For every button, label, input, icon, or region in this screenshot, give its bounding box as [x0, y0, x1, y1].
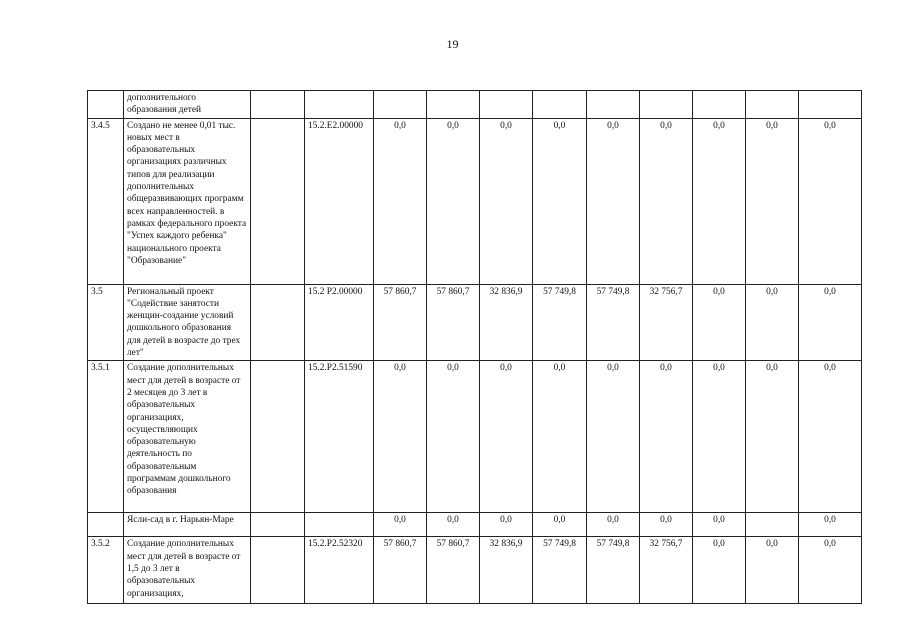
row-name: Региональный проект "Содействие занятости женщин-создание условий дошкольного образования для детей в возрасте до трех лет" [124, 284, 251, 361]
row-value-6: 0,0 [640, 361, 693, 513]
row-blank [251, 91, 305, 119]
row-value-8 [746, 513, 799, 537]
row-value-7: 0,0 [693, 361, 746, 513]
row-value-2: 0,0 [427, 513, 480, 537]
row-code [305, 91, 374, 119]
row-name: Ясли-сад в г. Нарьян-Маре [124, 513, 251, 537]
row-value-9: 0,0 [799, 118, 862, 284]
row-value-8: 0,0 [746, 284, 799, 361]
row-blank [251, 537, 305, 604]
row-value-5: 57 749,8 [587, 537, 640, 604]
table-row [88, 361, 862, 513]
page-number: 19 [446, 37, 459, 51]
row-code: 15.2.P2.51590 [305, 361, 374, 513]
row-code: 15.2.P2.52320 [305, 537, 374, 604]
row-value-7: 0,0 [693, 537, 746, 604]
table-row [88, 118, 862, 284]
row-value-5: 0,0 [587, 118, 640, 284]
row-value-1: 0,0 [374, 513, 427, 537]
table-row [88, 91, 862, 119]
row-value-8: 0,0 [746, 361, 799, 513]
row-index [88, 513, 124, 537]
table-row [88, 284, 862, 361]
row-value-2 [427, 91, 480, 119]
row-value-3: 32 836,9 [480, 537, 533, 604]
row-value-3 [480, 91, 533, 119]
row-value-3: 0,0 [480, 513, 533, 537]
row-value-6: 32 756,7 [640, 284, 693, 361]
row-value-1 [374, 91, 427, 119]
row-value-9: 0,0 [799, 361, 862, 513]
row-value-8: 0,0 [746, 118, 799, 284]
row-blank [251, 284, 305, 361]
row-name: Создание дополнительных мест для детей в возрасте от 1,5 до 3 лет в образовательных организациях, [124, 537, 251, 604]
row-index: 3.5.2 [88, 537, 124, 604]
row-value-9 [799, 91, 862, 119]
row-value-2: 57 860,7 [427, 284, 480, 361]
row-value-6: 32 756,7 [640, 537, 693, 604]
row-code [305, 513, 374, 537]
row-value-5 [587, 91, 640, 119]
row-name: Создание дополнительных мест для детей в возрасте от 2 месяцев до 3 лет в образовательных организациях, осуществляющих образовательную деятельность по образовательным программам дошкольного образования [124, 361, 251, 513]
row-value-3: 0,0 [480, 361, 533, 513]
row-value-3: 32 836,9 [480, 284, 533, 361]
row-index: 3.4.5 [88, 118, 124, 284]
table-row [88, 513, 862, 537]
row-value-1: 57 860,7 [374, 537, 427, 604]
row-value-8: 0,0 [746, 537, 799, 604]
row-value-2: 0,0 [427, 361, 480, 513]
row-value-9: 0,0 [799, 537, 862, 604]
row-value-3: 0,0 [480, 118, 533, 284]
row-value-1: 0,0 [374, 361, 427, 513]
row-value-5: 0,0 [587, 361, 640, 513]
row-value-4: 57 749,8 [533, 284, 587, 361]
row-value-7: 0,0 [693, 284, 746, 361]
budget-table [87, 90, 862, 604]
row-value-4: 0,0 [533, 513, 587, 537]
row-code: 15.2.E2.00000 [305, 118, 374, 284]
row-value-9: 0,0 [799, 284, 862, 361]
row-value-4: 0,0 [533, 361, 587, 513]
row-value-1: 57 860,7 [374, 284, 427, 361]
row-blank [251, 118, 305, 284]
row-value-7 [693, 91, 746, 119]
row-index [88, 91, 124, 119]
row-value-4: 57 749,8 [533, 537, 587, 604]
row-value-6: 0,0 [640, 513, 693, 537]
table-row [88, 537, 862, 604]
row-value-4: 0,0 [533, 118, 587, 284]
row-value-9: 0,0 [799, 513, 862, 537]
row-value-1: 0,0 [374, 118, 427, 284]
row-index: 3.5.1 [88, 361, 124, 513]
row-blank [251, 513, 305, 537]
row-value-6: 0,0 [640, 118, 693, 284]
row-blank [251, 361, 305, 513]
row-index: 3.5 [88, 284, 124, 361]
row-value-6 [640, 91, 693, 119]
row-name: Создано не менее 0,01 тыс. новых мест в образовательных организациях различных типов для реализации дополнительных общеразвивающих программ всех направленностей. в рамках федерального проекта "Успех каждого ребенка" национального проекта "Образование" [124, 118, 251, 284]
row-value-8 [746, 91, 799, 119]
row-value-5: 0,0 [587, 513, 640, 537]
row-name: дополнительного образования детей [124, 91, 251, 119]
row-code: 15.2 P2.00000 [305, 284, 374, 361]
row-value-2: 57 860,7 [427, 537, 480, 604]
row-value-2: 0,0 [427, 118, 480, 284]
row-value-4 [533, 91, 587, 119]
row-value-7: 0,0 [693, 513, 746, 537]
row-value-7: 0,0 [693, 118, 746, 284]
row-value-5: 57 749,8 [587, 284, 640, 361]
